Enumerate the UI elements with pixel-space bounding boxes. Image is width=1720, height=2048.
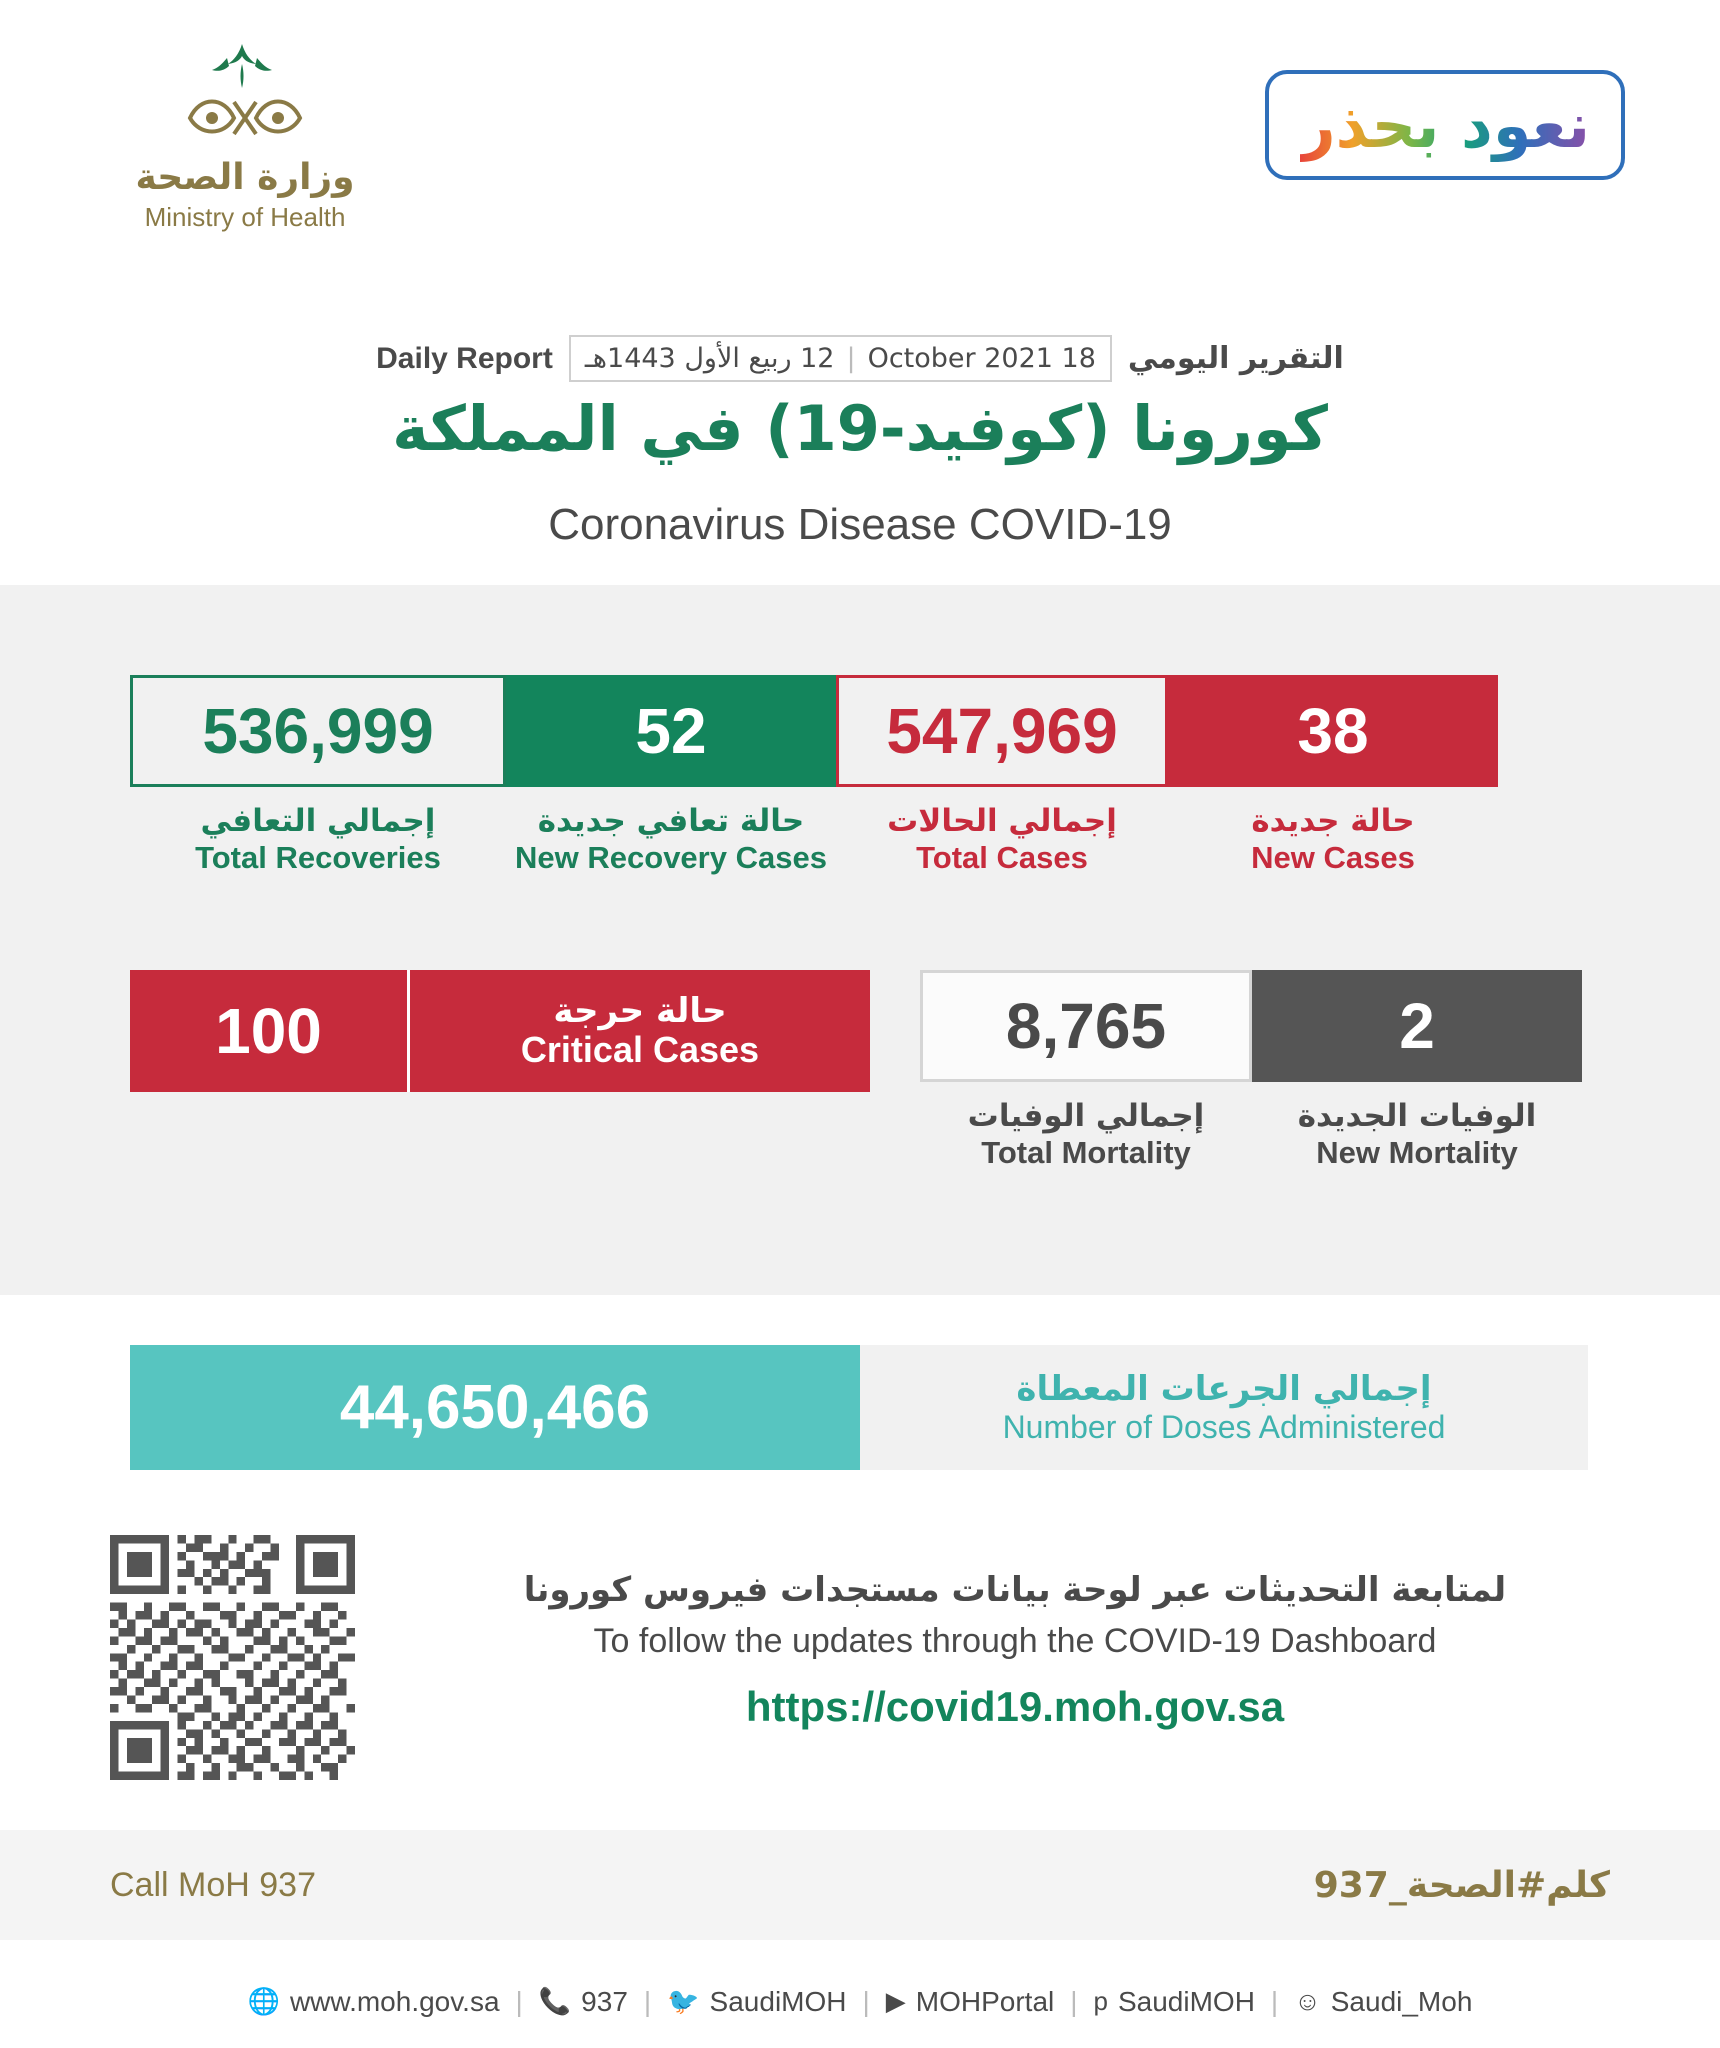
dashboard-callout [420, 1570, 1610, 1731]
new-mortality-label-en: New Mortality [1316, 1134, 1518, 1170]
footer-phone-label: 937 [581, 1985, 628, 2017]
doses-label-ar: إجمالي الجرعات المعطاة [1016, 1368, 1432, 1409]
statistics-panel [0, 585, 1720, 1295]
report-date-en: 18 October 2021 [867, 343, 1096, 374]
total-cases-label-ar: إجمالي الحالات [887, 803, 1117, 839]
twitter-icon: 🐦 [667, 1986, 700, 2016]
campaign-logo [1265, 70, 1625, 180]
stat-total-recoveries [130, 675, 506, 876]
facebook-icon: p [1093, 1986, 1108, 2016]
report-label-ar: التقرير اليومي [1127, 341, 1344, 376]
footer-facebook-label: SaudiMOH [1117, 1985, 1255, 2017]
dashboard-text-ar: لمتابعة التحديثات عبر لوحة بيانات مستجدات فيروس كورونا [523, 1570, 1507, 1610]
total-mortality-label-en: Total Mortality [981, 1134, 1191, 1170]
doses-value: 44,650,466 [130, 1345, 860, 1470]
new-cases-label-en: New Cases [1251, 839, 1415, 875]
footer-divider: | [1270, 1985, 1279, 2017]
new-mortality-value: 2 [1252, 970, 1582, 1082]
total-cases-label-en: Total Cases [916, 839, 1088, 875]
row-spacer [870, 970, 920, 1171]
footer-youtube-label: MOHPortal [915, 1985, 1055, 2017]
total-cases-value: 547,969 [836, 675, 1168, 787]
moh-emblem-icon [130, 40, 360, 155]
dashboard-url-link[interactable]: https://covid19.moh.gov.sa [745, 1683, 1285, 1730]
globe-icon: 🌐 [247, 1986, 280, 2016]
footer-facebook[interactable] [1078, 1986, 1271, 2018]
call-moh-en: Call MoH 937 [110, 1865, 316, 1904]
snapchat-icon: ☺ [1294, 1986, 1321, 2016]
phone-icon: 📞 [538, 1986, 572, 2016]
youtube-icon: ▶ [885, 1986, 906, 2016]
footer-website-label: www.moh.gov.sa [289, 1985, 500, 2017]
page-title-en: Coronavirus Disease COVID-19 [548, 500, 1172, 549]
footer-youtube[interactable] [870, 1986, 1070, 2018]
stat-critical-cases [130, 970, 870, 1092]
new-recoveries-value: 52 [506, 675, 836, 787]
footer-social-bar [0, 1955, 1720, 2048]
critical-cases-label-en: Critical Cases [520, 1028, 760, 1070]
total-recoveries-label-en: Total Recoveries [195, 839, 441, 875]
report-date-box: 18 October 2021 | 12 ربيع الأول 1443هـ [569, 335, 1112, 382]
report-label-en: Daily Report [376, 341, 553, 375]
report-date-line [0, 335, 1720, 382]
ministry-of-health-logo [95, 40, 395, 233]
stat-total-cases [836, 675, 1168, 876]
critical-cases-label-ar: حالة حرجة [553, 990, 727, 1031]
total-recoveries-value: 536,999 [130, 675, 506, 787]
critical-cases-value: 100 [130, 970, 410, 1092]
footer-snapchat-label: Saudi_Moh [1330, 1985, 1473, 2017]
new-recoveries-label-en: New Recovery Cases [515, 839, 827, 875]
footer-divider: | [515, 1985, 523, 2017]
footer-website[interactable] [232, 1986, 516, 2018]
new-mortality-label-ar: الوفيات الجديدة [1297, 1098, 1537, 1134]
doses-administered-banner [130, 1345, 1588, 1470]
doses-label-en: Number of Doses Administered [1002, 1408, 1446, 1445]
total-mortality-value: 8,765 [920, 970, 1252, 1082]
footer-twitter-label: SaudiMOH [709, 1985, 847, 2017]
stat-new-recoveries [506, 675, 836, 876]
header [0, 0, 1720, 549]
footer-twitter[interactable] [651, 1986, 862, 2018]
report-date-ar: 12 ربيع الأول 1443هـ [584, 343, 835, 374]
ministry-name-ar: وزارة الصحة [135, 157, 355, 198]
call-bar [0, 1830, 1720, 1940]
stat-total-mortality [920, 970, 1252, 1171]
statistics-row-primary [130, 675, 1588, 876]
qr-code[interactable] [110, 1535, 355, 1780]
ministry-name-en: Ministry of Health [144, 202, 346, 232]
stat-new-cases [1168, 675, 1498, 876]
new-cases-label-ar: حالة جديدة [1251, 803, 1415, 839]
stat-new-mortality [1252, 970, 1582, 1171]
qr-code-image [110, 1535, 355, 1780]
new-cases-value: 38 [1168, 675, 1498, 787]
call-moh-ar: كلم#الصحة_937 [1313, 1864, 1610, 1906]
footer-divider: | [862, 1985, 870, 2017]
footer-divider: | [1070, 1985, 1078, 2017]
total-recoveries-label-ar: إجمالي التعافي [200, 803, 436, 839]
campaign-slogan: نعود بحذر [1299, 88, 1591, 162]
new-recoveries-label-ar: حالة تعافي جديدة [537, 803, 805, 839]
footer-phone[interactable] [523, 1986, 644, 2018]
total-mortality-label-ar: إجمالي الوفيات [967, 1098, 1205, 1134]
footer-divider: | [643, 1985, 652, 2017]
statistics-row-secondary [130, 970, 1588, 1171]
dashboard-text-en: To follow the updates through the COVID-19 Dashboard [593, 1622, 1437, 1660]
page-title-ar: كورونا (كوفيد-19) في المملكة [392, 392, 1328, 465]
footer-snapchat[interactable] [1278, 1986, 1488, 2018]
